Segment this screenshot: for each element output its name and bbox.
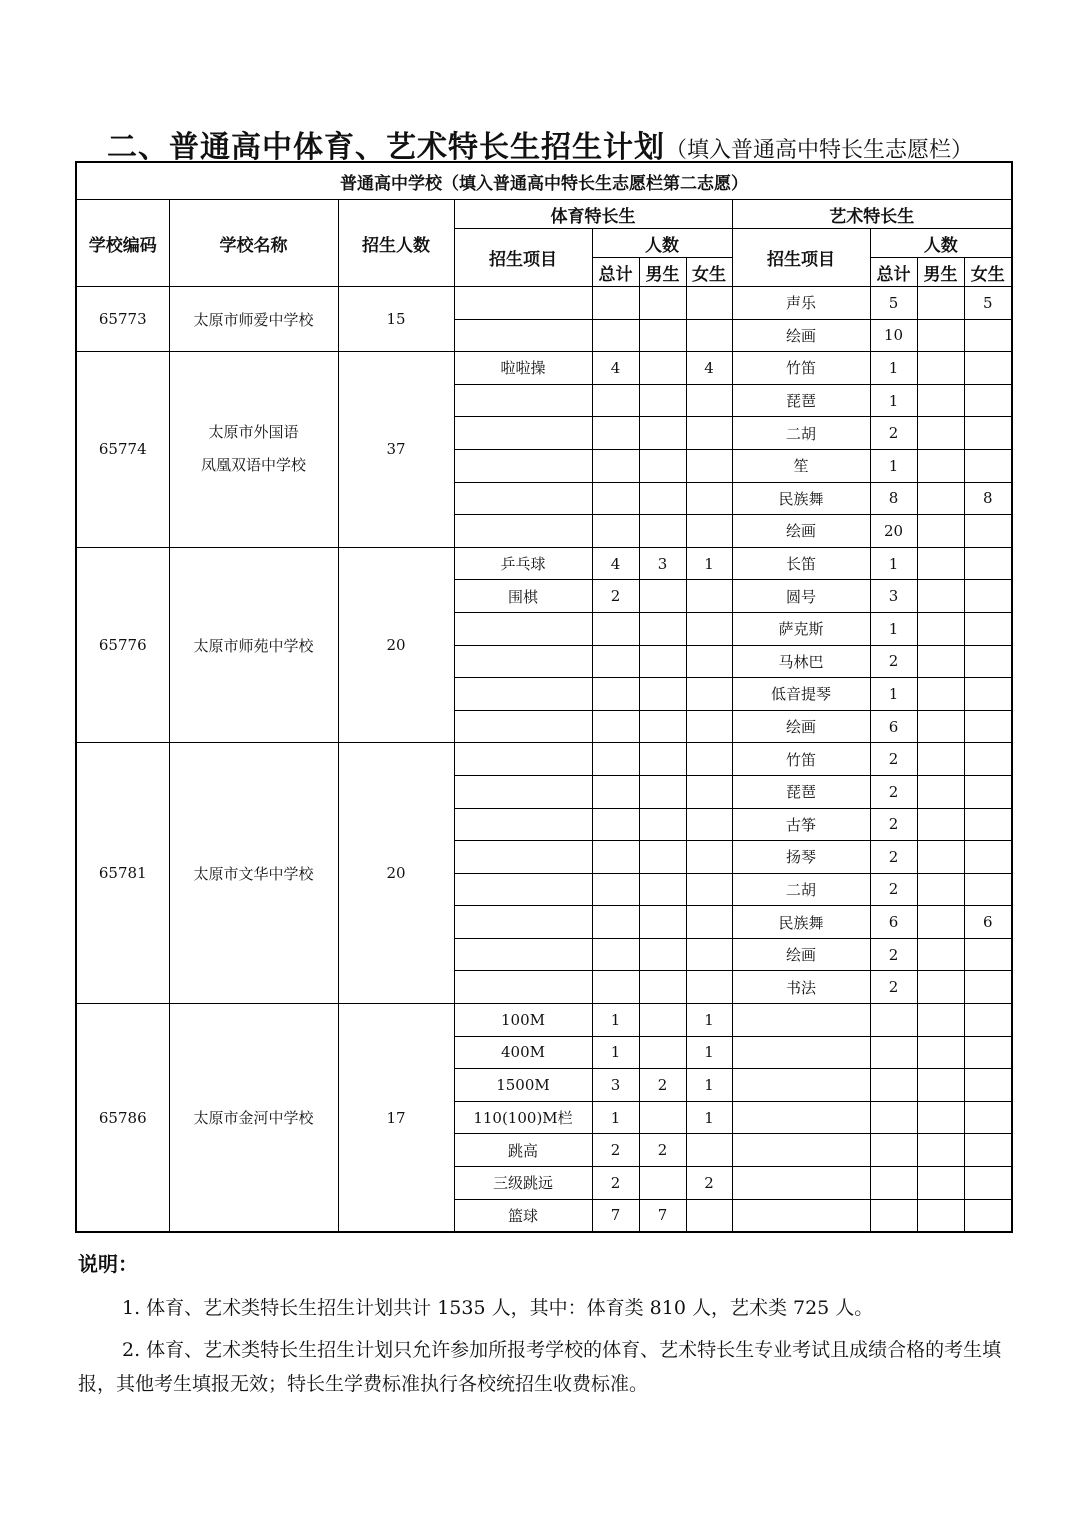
header-school-code: 学校编码 (76, 200, 169, 287)
art-female-cell: 5 (964, 287, 1012, 320)
sport-male-cell (639, 612, 686, 645)
art-male-cell (917, 287, 964, 320)
sport-item-cell: 乒乓球 (454, 547, 592, 580)
sport-male-cell (639, 417, 686, 450)
school-name-cell: 太原市师爱中学校 (169, 287, 338, 352)
sport-male-cell (639, 808, 686, 841)
sport-total-cell (592, 515, 639, 548)
sport-female-cell (686, 319, 732, 352)
art-item-cell: 二胡 (732, 873, 870, 906)
art-male-cell (917, 1134, 964, 1167)
sport-male-cell: 2 (639, 1134, 686, 1167)
school-name-line: 凤凰双语中学校 (200, 456, 306, 475)
sport-item-cell (454, 319, 592, 352)
art-female-cell (964, 873, 1012, 906)
table-row (76, 352, 1012, 385)
art-male-cell (917, 906, 964, 939)
sport-female-cell (686, 515, 732, 548)
art-item-cell (732, 1101, 870, 1134)
sport-total-cell (592, 710, 639, 743)
sport-item-cell: 跳高 (454, 1134, 592, 1167)
sport-female-cell (686, 873, 732, 906)
sport-female-cell: 1 (686, 1101, 732, 1134)
art-total-cell: 3 (870, 580, 917, 613)
art-male-cell (917, 612, 964, 645)
sport-item-cell (454, 417, 592, 450)
sport-male-cell (639, 449, 686, 482)
sport-male-cell (639, 645, 686, 678)
header-arts-count: 人数 (870, 229, 1012, 258)
art-item-cell (732, 1036, 870, 1069)
art-total-cell (870, 1036, 917, 1069)
school-code-cell: 65786 (76, 1004, 169, 1233)
art-total-cell: 2 (870, 971, 917, 1004)
sport-total-cell (592, 743, 639, 776)
enroll-count-cell: 20 (338, 547, 454, 743)
header-enroll-total: 招生人数 (338, 200, 454, 287)
art-item-cell: 绘画 (732, 319, 870, 352)
art-item-cell: 笙 (732, 449, 870, 482)
sport-male-cell (639, 1101, 686, 1134)
sport-male-cell (639, 710, 686, 743)
sport-total-cell: 1 (592, 1101, 639, 1134)
sport-female-cell (686, 645, 732, 678)
sport-total-cell (592, 612, 639, 645)
art-total-cell: 2 (870, 873, 917, 906)
sport-total-cell (592, 938, 639, 971)
art-male-cell (917, 1167, 964, 1200)
art-female-cell (964, 743, 1012, 776)
sport-male-cell (639, 678, 686, 711)
sport-male-cell (639, 352, 686, 385)
sport-female-cell: 2 (686, 1167, 732, 1200)
art-female-cell (964, 1036, 1012, 1069)
sport-total-cell (592, 775, 639, 808)
sport-female-cell (686, 612, 732, 645)
sport-male-cell (639, 1167, 686, 1200)
art-item-cell: 竹笛 (732, 743, 870, 776)
art-male-cell (917, 547, 964, 580)
sport-item-cell (454, 808, 592, 841)
art-total-cell: 1 (870, 547, 917, 580)
art-total-cell: 20 (870, 515, 917, 548)
art-item-cell: 琵琶 (732, 775, 870, 808)
art-male-cell (917, 1069, 964, 1102)
sport-item-cell: 篮球 (454, 1199, 592, 1232)
header-arts-male: 男生 (917, 258, 964, 287)
art-male-cell (917, 515, 964, 548)
sport-male-cell: 3 (639, 547, 686, 580)
art-item-cell: 圆号 (732, 580, 870, 613)
sport-female-cell (686, 841, 732, 874)
sport-total-cell: 1 (592, 1036, 639, 1069)
sport-male-cell (639, 775, 686, 808)
art-item-cell: 古筝 (732, 808, 870, 841)
enroll-count-cell: 15 (338, 287, 454, 352)
art-item-cell: 绘画 (732, 710, 870, 743)
sport-male-cell: 2 (639, 1069, 686, 1102)
sport-female-cell (686, 449, 732, 482)
school-name-cell: 太原市金河中学校 (169, 1004, 338, 1233)
art-total-cell: 1 (870, 384, 917, 417)
art-total-cell: 6 (870, 710, 917, 743)
sport-total-cell: 4 (592, 547, 639, 580)
art-total-cell (870, 1134, 917, 1167)
art-item-cell: 萨克斯 (732, 612, 870, 645)
art-total-cell: 2 (870, 938, 917, 971)
art-female-cell (964, 580, 1012, 613)
note-item-2: 2. 体育、艺术类特长生招生计划只允许参加所报考学校的体育、艺术特长生专业考试且成绩合格的考生填报，其他考生填报无效；特长生学费标准执行各校统招生收费标准。 (78, 1339, 1002, 1395)
sport-female-cell: 1 (686, 1036, 732, 1069)
school-code-cell: 65781 (76, 743, 169, 1004)
art-male-cell (917, 938, 964, 971)
school-code-cell: 65773 (76, 287, 169, 352)
enroll-count-cell: 20 (338, 743, 454, 1004)
art-female-cell (964, 710, 1012, 743)
art-female-cell (964, 352, 1012, 385)
art-item-cell: 马林巴 (732, 645, 870, 678)
sport-total-cell: 2 (592, 580, 639, 613)
sport-female-cell (686, 743, 732, 776)
art-female-cell: 8 (964, 482, 1012, 515)
art-total-cell: 1 (870, 678, 917, 711)
art-item-cell: 竹笛 (732, 352, 870, 385)
sport-item-cell: 围棋 (454, 580, 592, 613)
art-female-cell (964, 1101, 1012, 1134)
art-total-cell (870, 1199, 917, 1232)
art-item-cell: 琵琶 (732, 384, 870, 417)
sport-male-cell (639, 1036, 686, 1069)
school-name-cell: 太原市师苑中学校 (169, 547, 338, 743)
sport-female-cell (686, 678, 732, 711)
sport-female-cell (686, 1199, 732, 1232)
art-total-cell: 1 (870, 352, 917, 385)
sport-total-cell (592, 906, 639, 939)
header-sports-total: 总计 (592, 258, 639, 287)
art-total-cell: 2 (870, 775, 917, 808)
header-arts-total: 总计 (870, 258, 917, 287)
sport-item-cell (454, 612, 592, 645)
art-male-cell (917, 352, 964, 385)
header-arts-female: 女生 (964, 258, 1012, 287)
sport-item-cell: 啦啦操 (454, 352, 592, 385)
art-total-cell: 2 (870, 808, 917, 841)
table-row (76, 743, 1012, 776)
art-item-cell: 民族舞 (732, 906, 870, 939)
sport-total-cell (592, 449, 639, 482)
header-arts: 艺术特长生 (732, 200, 1012, 229)
enroll-count-cell: 17 (338, 1004, 454, 1233)
art-female-cell (964, 612, 1012, 645)
sport-female-cell: 1 (686, 1069, 732, 1102)
notes-section (78, 1248, 1012, 1409)
art-total-cell: 6 (870, 906, 917, 939)
art-item-cell: 扬琴 (732, 841, 870, 874)
sport-item-cell (454, 515, 592, 548)
art-item-cell: 书法 (732, 971, 870, 1004)
sport-item-cell (454, 287, 592, 320)
sport-male-cell (639, 938, 686, 971)
art-total-cell (870, 1101, 917, 1134)
sport-female-cell (686, 775, 732, 808)
art-item-cell: 长笛 (732, 547, 870, 580)
sport-male-cell (639, 841, 686, 874)
sport-total-cell: 1 (592, 1004, 639, 1037)
sport-item-cell: 110(100)M栏 (454, 1101, 592, 1134)
art-total-cell: 8 (870, 482, 917, 515)
header-sports-male: 男生 (639, 258, 686, 287)
art-total-cell: 2 (870, 841, 917, 874)
art-male-cell (917, 319, 964, 352)
header-sports: 体育特长生 (454, 200, 732, 229)
art-total-cell: 1 (870, 449, 917, 482)
sport-total-cell (592, 808, 639, 841)
school-name-cell: 太原市文华中学校 (169, 743, 338, 1004)
table-row (76, 547, 1012, 580)
art-female-cell (964, 1004, 1012, 1037)
enroll-count-cell: 37 (338, 352, 454, 548)
sport-item-cell (454, 710, 592, 743)
art-female-cell (964, 417, 1012, 450)
art-male-cell (917, 384, 964, 417)
sport-female-cell (686, 1134, 732, 1167)
header-school-name: 学校名称 (169, 200, 338, 287)
art-female-cell (964, 449, 1012, 482)
sport-male-cell (639, 580, 686, 613)
sport-total-cell (592, 384, 639, 417)
sport-item-cell (454, 938, 592, 971)
sport-female-cell (686, 580, 732, 613)
art-item-cell (732, 1199, 870, 1232)
art-female-cell (964, 645, 1012, 678)
art-item-cell (732, 1069, 870, 1102)
art-female-cell (964, 678, 1012, 711)
sport-total-cell (592, 678, 639, 711)
sport-total-cell (592, 482, 639, 515)
art-female-cell (964, 775, 1012, 808)
art-male-cell (917, 1004, 964, 1037)
sport-total-cell (592, 287, 639, 320)
art-item-cell: 二胡 (732, 417, 870, 450)
sport-male-cell (639, 906, 686, 939)
art-item-cell: 绘画 (732, 938, 870, 971)
art-male-cell (917, 580, 964, 613)
art-male-cell (917, 743, 964, 776)
art-item-cell: 低音提琴 (732, 678, 870, 711)
art-item-cell: 声乐 (732, 287, 870, 320)
notes-label: 说明： (78, 1252, 138, 1276)
table-row (76, 287, 1012, 320)
sport-item-cell (454, 971, 592, 1004)
art-total-cell: 5 (870, 287, 917, 320)
title-sub: （填入普通高中特长生志愿栏） (664, 138, 973, 163)
art-item-cell (732, 1004, 870, 1037)
school-name-line: 太原市外国语 (208, 423, 299, 442)
art-male-cell (917, 808, 964, 841)
sport-female-cell (686, 417, 732, 450)
sport-female-cell (686, 710, 732, 743)
art-female-cell (964, 1199, 1012, 1232)
sport-total-cell: 3 (592, 1069, 639, 1102)
art-item-cell: 绘画 (732, 515, 870, 548)
art-total-cell (870, 1167, 917, 1200)
art-male-cell (917, 873, 964, 906)
sport-total-cell (592, 645, 639, 678)
art-male-cell (917, 971, 964, 1004)
table-row (76, 1004, 1012, 1037)
header-sports-count: 人数 (592, 229, 732, 258)
sport-total-cell: 2 (592, 1167, 639, 1200)
sport-item-cell (454, 645, 592, 678)
art-male-cell (917, 482, 964, 515)
art-female-cell (964, 841, 1012, 874)
table-caption: 普通高中学校（填入普通高中特长生志愿栏第二志愿） (76, 162, 1012, 200)
header-arts-item: 招生项目 (732, 229, 870, 287)
art-male-cell (917, 775, 964, 808)
art-female-cell: 6 (964, 906, 1012, 939)
art-item-cell (732, 1134, 870, 1167)
art-male-cell (917, 417, 964, 450)
school-name-cell (169, 352, 338, 548)
sport-item-cell (454, 384, 592, 417)
sport-total-cell (592, 417, 639, 450)
art-female-cell (964, 1069, 1012, 1102)
sport-item-cell (454, 678, 592, 711)
sport-item-cell: 100M (454, 1004, 592, 1037)
art-male-cell (917, 645, 964, 678)
sport-male-cell (639, 319, 686, 352)
note-item-1: 1. 体育、艺术类特长生招生计划共计 1535 人，其中：体育类 810 人，艺术类 725 人。 (122, 1297, 874, 1319)
sport-item-cell (454, 841, 592, 874)
sport-female-cell (686, 906, 732, 939)
sport-female-cell (686, 482, 732, 515)
sport-male-cell (639, 384, 686, 417)
sport-total-cell: 2 (592, 1134, 639, 1167)
sport-male-cell (639, 743, 686, 776)
art-female-cell (964, 384, 1012, 417)
art-total-cell: 2 (870, 743, 917, 776)
art-female-cell (964, 1167, 1012, 1200)
sport-female-cell (686, 384, 732, 417)
header-sports-female: 女生 (686, 258, 732, 287)
sport-total-cell (592, 319, 639, 352)
art-male-cell (917, 841, 964, 874)
art-total-cell (870, 1004, 917, 1037)
sport-item-cell: 1500M (454, 1069, 592, 1102)
sport-female-cell (686, 287, 732, 320)
sport-item-cell (454, 449, 592, 482)
sport-item-cell: 400M (454, 1036, 592, 1069)
art-total-cell: 2 (870, 645, 917, 678)
art-female-cell (964, 971, 1012, 1004)
sport-female-cell (686, 938, 732, 971)
enrollment-plan-table (75, 161, 1013, 1233)
sport-male-cell (639, 1004, 686, 1037)
art-item-cell (732, 1167, 870, 1200)
art-total-cell (870, 1069, 917, 1102)
sport-item-cell (454, 775, 592, 808)
sport-total-cell: 7 (592, 1199, 639, 1232)
sport-male-cell (639, 971, 686, 1004)
sport-male-cell (639, 482, 686, 515)
sport-item-cell (454, 906, 592, 939)
sport-male-cell (639, 515, 686, 548)
sport-total-cell (592, 971, 639, 1004)
title-main: 二、普通高中体育、艺术特长生招生计划 (106, 130, 665, 165)
sport-female-cell: 1 (686, 547, 732, 580)
sport-item-cell (454, 873, 592, 906)
sport-female-cell (686, 808, 732, 841)
art-female-cell (964, 319, 1012, 352)
art-female-cell (964, 938, 1012, 971)
sport-item-cell (454, 482, 592, 515)
art-female-cell (964, 1134, 1012, 1167)
sport-item-cell: 三级跳远 (454, 1167, 592, 1200)
school-code-cell: 65776 (76, 547, 169, 743)
art-total-cell: 2 (870, 417, 917, 450)
sport-total-cell (592, 841, 639, 874)
page-title (0, 122, 1080, 166)
art-female-cell (964, 808, 1012, 841)
art-female-cell (964, 515, 1012, 548)
sport-item-cell (454, 743, 592, 776)
art-item-cell: 民族舞 (732, 482, 870, 515)
art-male-cell (917, 678, 964, 711)
sport-female-cell (686, 971, 732, 1004)
art-total-cell: 10 (870, 319, 917, 352)
art-male-cell (917, 449, 964, 482)
table-body (76, 287, 1012, 1233)
art-male-cell (917, 1199, 964, 1232)
header-sports-item: 招生项目 (454, 229, 592, 287)
sport-total-cell (592, 873, 639, 906)
sport-female-cell: 4 (686, 352, 732, 385)
sport-total-cell: 4 (592, 352, 639, 385)
art-male-cell (917, 710, 964, 743)
art-total-cell: 1 (870, 612, 917, 645)
school-code-cell: 65774 (76, 352, 169, 548)
sport-male-cell: 7 (639, 1199, 686, 1232)
sport-male-cell (639, 873, 686, 906)
art-male-cell (917, 1101, 964, 1134)
sport-male-cell (639, 287, 686, 320)
art-male-cell (917, 1036, 964, 1069)
art-female-cell (964, 547, 1012, 580)
sport-female-cell: 1 (686, 1004, 732, 1037)
